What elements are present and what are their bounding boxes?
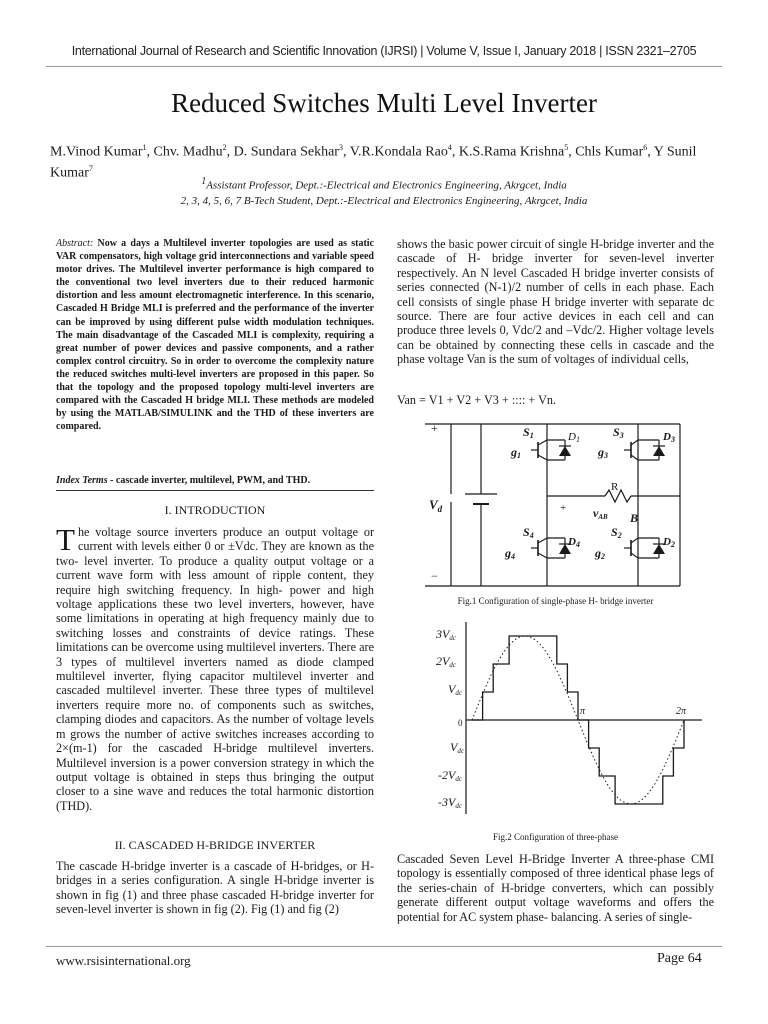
abstract-label: Abstract: [56, 238, 94, 249]
fig1-g4-label: g4 [505, 546, 515, 561]
index-terms [56, 474, 374, 487]
fig1-d3-label: D3 [663, 431, 675, 444]
introduction-text [56, 522, 374, 813]
fig1-s4-label: S4 [523, 525, 534, 540]
cascaded-text: The cascade H-bridge inverter is a cascade of H-bridges, or H-bridges in a series configuration. A single H-bridge inverter is shown in fig (1) and three phase cascaded H-bridge inverter for seven-level inverter is shown in fig (2). Fig (1) and fig (2) [56, 859, 374, 917]
index-terms-label: Index Terms [56, 475, 108, 486]
y-label-neg-vdc: Vdc [450, 740, 464, 755]
author-affiliation-sup: 6 [643, 143, 648, 152]
abstract-rule [56, 490, 374, 491]
y-label-3vdc: 3Vdc [436, 627, 456, 642]
y-label-vdc: Vdc [448, 682, 462, 697]
author-name: M.Vinod Kumar [50, 144, 143, 160]
figure-2-caption: Fig.2 Configuration of three-phase [493, 832, 618, 842]
author-name: Y Sunil Kumar [50, 144, 697, 181]
fig1-d1-label: D1 [568, 431, 580, 444]
footer-page-number: Page 64 [657, 951, 702, 966]
journal-header: International Journal of Research and Scientific Innovation (IJRSI) | Volume V, Issue I, January 2018 | ISSN 2321–2705 [71, 44, 697, 58]
footer-website: www.rsisinternational.org [56, 953, 191, 968]
abstract-text: Now a days a Multilevel inverter topologies are used as static VAR compensators, high voltage grid interconnections and variable speed motor drives. The Multilevel inverter performance is high compared to the conventional two level inverters due to their reduced harmonic distortion and less amount electromagnetic interference. In this scenario, Cascaded H Bridge MLI is preferred and the performance of the inverter can be improved by using different pulse width modulation techniques. The main disadvantage of the Cascaded MLI is complexity, requiring a great number of power devices and passive components, and a rather complex control circuitry. So in order to overcome the complexity nature the reduced switches multi-level inverters are proposed in this paper. So that the topology and the proposed topology multi-level inverters are compared with the Cascaded H bridge MLI. These methods are modeled by using the MATLAB/SIMULINK and the THD of these inverters are compared. [56, 238, 374, 433]
y-label-zero: 0 [458, 718, 463, 728]
author-affiliation-sup: 2 [222, 143, 227, 152]
affiliation-2 [0, 195, 768, 207]
affiliation-1-text: Assistant Professor, Dept.:-Electrical and Electronics Engineering, Akrgcet, India [206, 179, 567, 192]
fig1-s1-label: S1 [523, 425, 534, 440]
x-label-pi: π [580, 706, 586, 717]
fig1-d2-label: D2 [663, 536, 675, 549]
paper-title: Reduced Switches Multi Level Inverter [171, 88, 597, 118]
fig1-s3-label: S3 [613, 425, 624, 440]
author-affiliation-sup: 4 [447, 143, 452, 152]
fig1-vab-label: vAB [593, 506, 608, 521]
section-heading-introduction: I. INTRODUCTION [164, 503, 266, 517]
figure-1-caption: Fig.1 Configuration of single-phase H- bridge inverter [457, 596, 654, 606]
author-name: Chv. Madhu [153, 144, 223, 160]
author-list: M.Vinod Kumar$^1$, Chv. Madhu$^2$, D. Sundara Sekhar$^3$, V.R.Kondala Rao$^4$, K.S.Rama Krishna$^5$, Chls Kumar$^6$, Y Sunil Kumar$^7$ [50, 143, 697, 181]
right-column-paragraph: shows the basic power circuit of single H-bridge inverter and the cascade of H- bridge inverter for seven-level inverter respectively. An N level Cascaded H bridge inverter consists of series connected (N-1)/2 number of cells in each phase. Each cell consists of single phase H bridge inverter with separate dc source. There are four active devices in each cell and can produce three levels 0, Vdc/2 and –Vdc/2. Higher voltage levels can be obtained by connecting these cells in cascade and the phase voltage Van is the sum of voltages of individual cells, [397, 237, 714, 367]
fig1-r-label: R [611, 481, 619, 493]
drop-cap: T [56, 522, 75, 557]
header-rule [46, 66, 722, 67]
y-label-neg-3vdc: -3Vdc [438, 795, 462, 810]
abstract [56, 237, 374, 433]
author-affiliation-sup: 1 [142, 143, 147, 152]
author-name: D. Sundara Sekhar [233, 144, 339, 160]
author-name: Chls Kumar [575, 144, 644, 160]
index-terms-text: - cascade inverter, multilevel, PWM, and THD. [107, 475, 311, 486]
fig1-vd-label: $V_d$ [429, 497, 443, 514]
affiliation-2-sup: 2, 3, 4, 5, 6, 7 [180, 195, 242, 207]
fig1-minus-label: − [431, 569, 438, 583]
footer-rule [46, 946, 722, 947]
fig1-node-b-label: B [630, 511, 639, 525]
author-affiliation-sup: 7 [88, 163, 93, 173]
equation-van: Van = V1 + V2 + V3 + :::: + Vn. [397, 393, 557, 407]
affiliation-1 [0, 176, 768, 192]
fig1-s2-label: S2 [611, 525, 622, 540]
fig1-d4-label: D4 [568, 536, 580, 549]
affiliation-1-sup: 1 [201, 176, 207, 187]
affiliation-2-text: B-Tech Student, Dept.:-Electrical and Electronics Engineering, Akrgcet, India [243, 195, 588, 207]
fig1-load-plus: + [560, 502, 567, 514]
waveform-labels [436, 627, 687, 810]
author-affiliation-sup: 5 [564, 143, 569, 152]
author-affiliation-sup: 3 [338, 143, 343, 152]
fig1-plus-label: + [431, 421, 438, 435]
section-heading-cascaded: II. CASCADED H-BRIDGE INVERTER [114, 838, 316, 852]
fig1-g1-label: g1 [511, 445, 521, 460]
author-name: K.S.Rama Krishna [458, 144, 565, 160]
h-bridge-circuit-diagram [425, 418, 697, 593]
y-label-2vdc: 2Vdc [436, 654, 456, 669]
fig1-g3-label: g3 [598, 445, 608, 460]
fig1-g2-label: g2 [595, 546, 605, 561]
seven-level-waveform-chart [436, 618, 704, 816]
author-name: V.R.Kondala Rao [349, 144, 448, 160]
y-label-neg-2vdc: -2Vdc [438, 768, 462, 783]
right-column-paragraph-2: Cascaded Seven Level H-Bridge Inverter A three-phase CMI topology is essentially composed of three identical phase legs of the series-chain of H-bridge converters, which can possibly generate different output voltage waveforms and offers the potential for AC system phase- balancing. A series of single- [397, 852, 714, 924]
introduction-body: he voltage source inverters produce an output voltage or current with levels either 0 or ±Vdc. They are known as the two- level inverter. To produce a quality output voltage or a current wave form with less amount of ripple content, they require high switching frequency. In high- power and high voltage applications these two level inverters, however, have some limitations in operating at high frequency mainly due to switching losses and constraints of device ratings. These limitations can be overcome using multilevel inverters. There are 3 types of multilevel inverters named as diode clamped multilevel inverter, flying capacitor multilevel inverter and cascaded multilevel inverter. These three types of multilevel inverters require more no. of components such as switches, clamping diodes and capacitors. As the number of voltage levels m grows the number of active switches increases according to 2×(m-1) for the cascaded H-bridge multilevel inverters. Multilevel inversion is a power conversion strategy in which the output voltage is obtained in steps thus bringing the output closer to a sine wave and reduces the total harmonic distortion (THD). [56, 525, 374, 813]
x-label-2pi: 2π [676, 706, 687, 717]
